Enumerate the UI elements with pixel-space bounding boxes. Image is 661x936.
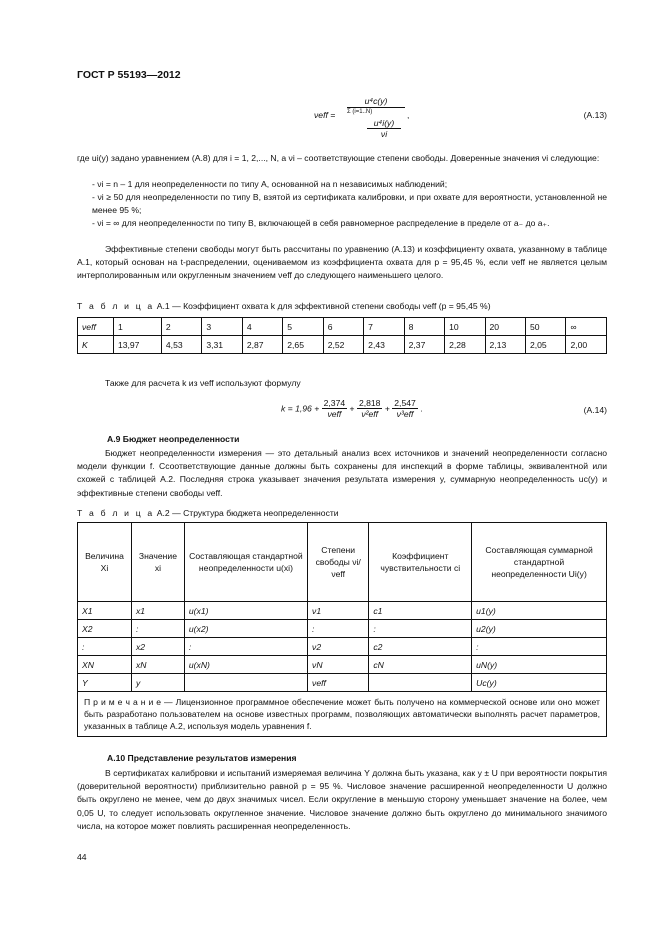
table-a2-cell: xN bbox=[132, 656, 185, 674]
eq14-f3-den: ν³eff bbox=[396, 409, 414, 419]
table-a2-cell: XN bbox=[78, 656, 132, 674]
table-a1-caption-text: А.1 — Коэффициент охвата k для эффективной степени свободы νeff (p = 95,45 %) bbox=[156, 301, 491, 311]
table-a1-cell: 1 bbox=[113, 318, 161, 336]
eq13-inner-numerator: u⁴i(y) bbox=[367, 118, 401, 129]
table-a2-cell: : bbox=[132, 620, 185, 638]
table-a1-cell: 3 bbox=[202, 318, 242, 336]
eq14-fraction-1 bbox=[322, 398, 348, 419]
table-a2-note: П р и м е ч а н и е — Лицензионное программное обеспечение может быть получено на коммерческой основе или оно может быть разработано пользователем на основе известных программ, позволяющих автоматически выполнять расчет параметров, указанных в таблице А.2, используя модель уравнения f. bbox=[78, 692, 607, 737]
eq14-f3-num: 2,547 bbox=[394, 398, 416, 408]
table-a2-row bbox=[78, 620, 607, 638]
eq13-numerator: u⁴c(y) bbox=[347, 96, 405, 108]
eq14-f1-den: νeff bbox=[327, 409, 342, 419]
table-a2-header-cell: Составляющая стандартной неопределенности u(xi) bbox=[184, 523, 307, 602]
eq13-tail: , bbox=[407, 110, 410, 120]
table-a2-cell: c1 bbox=[369, 602, 472, 620]
section-title-a9: А.9 Бюджет неопределенности bbox=[107, 434, 240, 444]
table-a1-cell: 2,37 bbox=[404, 336, 444, 354]
table-a2-cell: x2 bbox=[132, 638, 185, 656]
table-a2-caption-text: А.2 — Структура бюджета неопределенности bbox=[156, 508, 339, 518]
table-a2-header-cell: Составляющая суммарной стандартной неопределенности Ui(y) bbox=[472, 523, 607, 602]
eq13-inner-denominator: νi bbox=[380, 129, 388, 139]
table-a1-cell: 2 bbox=[161, 318, 201, 336]
table-a1-cell: 8 bbox=[404, 318, 444, 336]
table-a2-cell: x1 bbox=[132, 602, 185, 620]
page-number: 44 bbox=[77, 852, 87, 862]
table-a2-header-cell: Степени свободы νi/νeff bbox=[308, 523, 369, 602]
table-a2-cell: u2(y) bbox=[472, 620, 607, 638]
eq14-f2-den: ν²eff bbox=[361, 409, 379, 419]
table-a2-cell: c2 bbox=[369, 638, 472, 656]
table-a2-cell: : bbox=[184, 638, 307, 656]
table-a2-row bbox=[78, 656, 607, 674]
paragraph-uncertainty-budget: Бюджет неопределенности измерения — это детальный анализ всех источников и значений неопределенности согласно модели функции f. Ссоответствующие данные должны быть сохранены для инспекций в форме таблицы, эквивалентной или схожей с таблицей А.2. Последняя строка указывает значения результата измерения y, суммарную неопределенность uc(y) и эффективные степени свободы νeff. bbox=[77, 448, 607, 498]
table-a1-row-k bbox=[78, 336, 607, 354]
document-header: ГОСТ Р 55193—2012 bbox=[77, 69, 181, 81]
table-a1-cell: 20 bbox=[485, 318, 525, 336]
table-a2-row bbox=[78, 602, 607, 620]
section-title-a10: А.10 Представление результатов измерения bbox=[107, 753, 297, 763]
paragraph-result-presentation: В сертификатах калибровки и испытаний измеряемая величина Y должна быть указана, как y ± U при вероятности покрытия (доверительной вероятности) приблизительно равной p = 95 %. Числовое значение расширенной неопределенности U должно быть округлено не менее, чем до двух значимых чисел. Если округление в меньшую сторону уменьшает значение на более, чем 0,05 U, то следует использовать округленное значение. Числовое значение должно быть округлено до минимального значимого числа, на которое может повлиять расширенная неопределенность. bbox=[77, 768, 607, 831]
table-a2-cell: X1 bbox=[78, 602, 132, 620]
table-a2-cell: y bbox=[132, 674, 185, 692]
list-item-type-b-50: - νi ≥ 50 для неопределенности по типу В, взятой из сертификата калибровки, и при охвате для вероятности, установленной не менее 95 %; bbox=[92, 192, 607, 216]
table-a1-cell: 2,65 bbox=[283, 336, 323, 354]
eq13-number: (А.13) bbox=[583, 110, 607, 120]
table-a2-cell bbox=[369, 674, 472, 692]
table-a2-cell: cN bbox=[369, 656, 472, 674]
table-a2-note-row bbox=[78, 692, 607, 737]
paragraph-effective-dof: Эффективные степени свободы могут быть рассчитаны по уравнению (А.13) и коэффициенту охвата, указанному в таблице А.1, который основан на t-распределении, оцениваемом из коэффициента охвата для p = 95,45 %, если νeff не является целым интерполированным или округленным значением νeff до следующего наименьшего целого. bbox=[77, 244, 607, 281]
table-a1-cell: 2,43 bbox=[364, 336, 404, 354]
table-a2-cell: u1(y) bbox=[472, 602, 607, 620]
table-a2-header-cell: Коэффициент чувствительности ci bbox=[369, 523, 472, 602]
table-a1-cell: 2,13 bbox=[485, 336, 525, 354]
table-a1 bbox=[77, 317, 607, 354]
eq14-f1-num: 2,374 bbox=[323, 398, 346, 408]
list-item-type-a: - νi = n – 1 для неопределенности по типу А, основанной на n независимых наблюдений; bbox=[92, 179, 448, 189]
table-a1-cell: 7 bbox=[364, 318, 404, 336]
table-a1-cell: 10 bbox=[445, 318, 485, 336]
eq14-plus-2: + bbox=[384, 403, 390, 414]
table-a1-cell: 5 bbox=[283, 318, 323, 336]
table-a2-cell bbox=[184, 674, 307, 692]
eq14-f2-num: 2,818 bbox=[358, 398, 381, 408]
table-a1-cell: K bbox=[78, 336, 114, 354]
table-a2-caption bbox=[77, 508, 339, 518]
table-a1-caption-prefix: Т а б л и ц а bbox=[77, 301, 155, 311]
table-a2-cell: : bbox=[472, 638, 607, 656]
eq13-lhs: νeff = bbox=[314, 110, 336, 120]
table-a1-caption bbox=[77, 301, 491, 311]
equation-a13 bbox=[77, 96, 607, 142]
table-a2-cell: νeff bbox=[308, 674, 369, 692]
table-a2-row bbox=[78, 674, 607, 692]
eq14-fraction-2 bbox=[357, 398, 383, 419]
table-a1-cell: 2,00 bbox=[566, 336, 607, 354]
table-a2-row bbox=[78, 638, 607, 656]
table-a1-cell: 2,87 bbox=[242, 336, 282, 354]
table-a1-cell: 3,31 bbox=[202, 336, 242, 354]
paragraph-ui-definition: где ui(y) задано уравнением (А.8) для i = 1, 2,..., N, а νi – соответствующие степени свободы. Доверенные значения νi следующие: bbox=[77, 153, 600, 163]
table-a2-cell: u(x2) bbox=[184, 620, 307, 638]
table-a1-cell: 2,52 bbox=[323, 336, 363, 354]
table-a2 bbox=[77, 522, 607, 737]
table-a1-cell: ∞ bbox=[566, 318, 607, 336]
table-a2-cell: Uc(y) bbox=[472, 674, 607, 692]
eq13-sum-sign: Σ (i=1..N) bbox=[347, 109, 373, 115]
table-a2-cell: : bbox=[308, 620, 369, 638]
table-a1-cell: 2,28 bbox=[445, 336, 485, 354]
table-a2-cell: : bbox=[369, 620, 472, 638]
table-a1-cell: 4,53 bbox=[161, 336, 201, 354]
table-a1-cell: νeff bbox=[78, 318, 114, 336]
eq14-number: (А.14) bbox=[583, 405, 607, 415]
eq14-plus-1: + bbox=[349, 403, 355, 414]
table-a2-header-cell: Величина Xi bbox=[78, 523, 132, 602]
table-a2-cell: uN(y) bbox=[472, 656, 607, 674]
table-a2-cell: X2 bbox=[78, 620, 132, 638]
equation-a14 bbox=[77, 398, 607, 428]
table-a2-cell: u(xN) bbox=[184, 656, 307, 674]
table-a1-cell: 13,97 bbox=[113, 336, 161, 354]
table-a2-cell: Y bbox=[78, 674, 132, 692]
eq14-lhs: k = 1,96 + bbox=[281, 403, 320, 414]
eq14-fraction-3 bbox=[392, 398, 418, 419]
table-a1-cell: 2,05 bbox=[525, 336, 565, 354]
table-a2-cell: ν1 bbox=[308, 602, 369, 620]
table-a1-cell: 4 bbox=[242, 318, 282, 336]
table-a2-cell: : bbox=[78, 638, 132, 656]
table-a2-caption-prefix: Т а б л и ц а bbox=[77, 508, 155, 518]
table-a1-row-dof bbox=[78, 318, 607, 336]
list-item-type-b-inf: - νi = ∞ для неопределенности по типу В, включающей в себя равномерное распределение в пределе от a₋ до a₊. bbox=[92, 218, 550, 228]
table-a2-cell: νN bbox=[308, 656, 369, 674]
paragraph-k-formula-intro: Также для расчета k из νeff используют формулу bbox=[105, 378, 301, 388]
table-a2-header-cell: Значение xi bbox=[132, 523, 185, 602]
table-a1-cell: 50 bbox=[525, 318, 565, 336]
eq14-tail: . bbox=[420, 403, 423, 414]
table-a2-cell: ν2 bbox=[308, 638, 369, 656]
table-a2-header-row bbox=[78, 523, 607, 602]
table-a1-cell: 6 bbox=[323, 318, 363, 336]
table-a2-cell: u(x1) bbox=[184, 602, 307, 620]
